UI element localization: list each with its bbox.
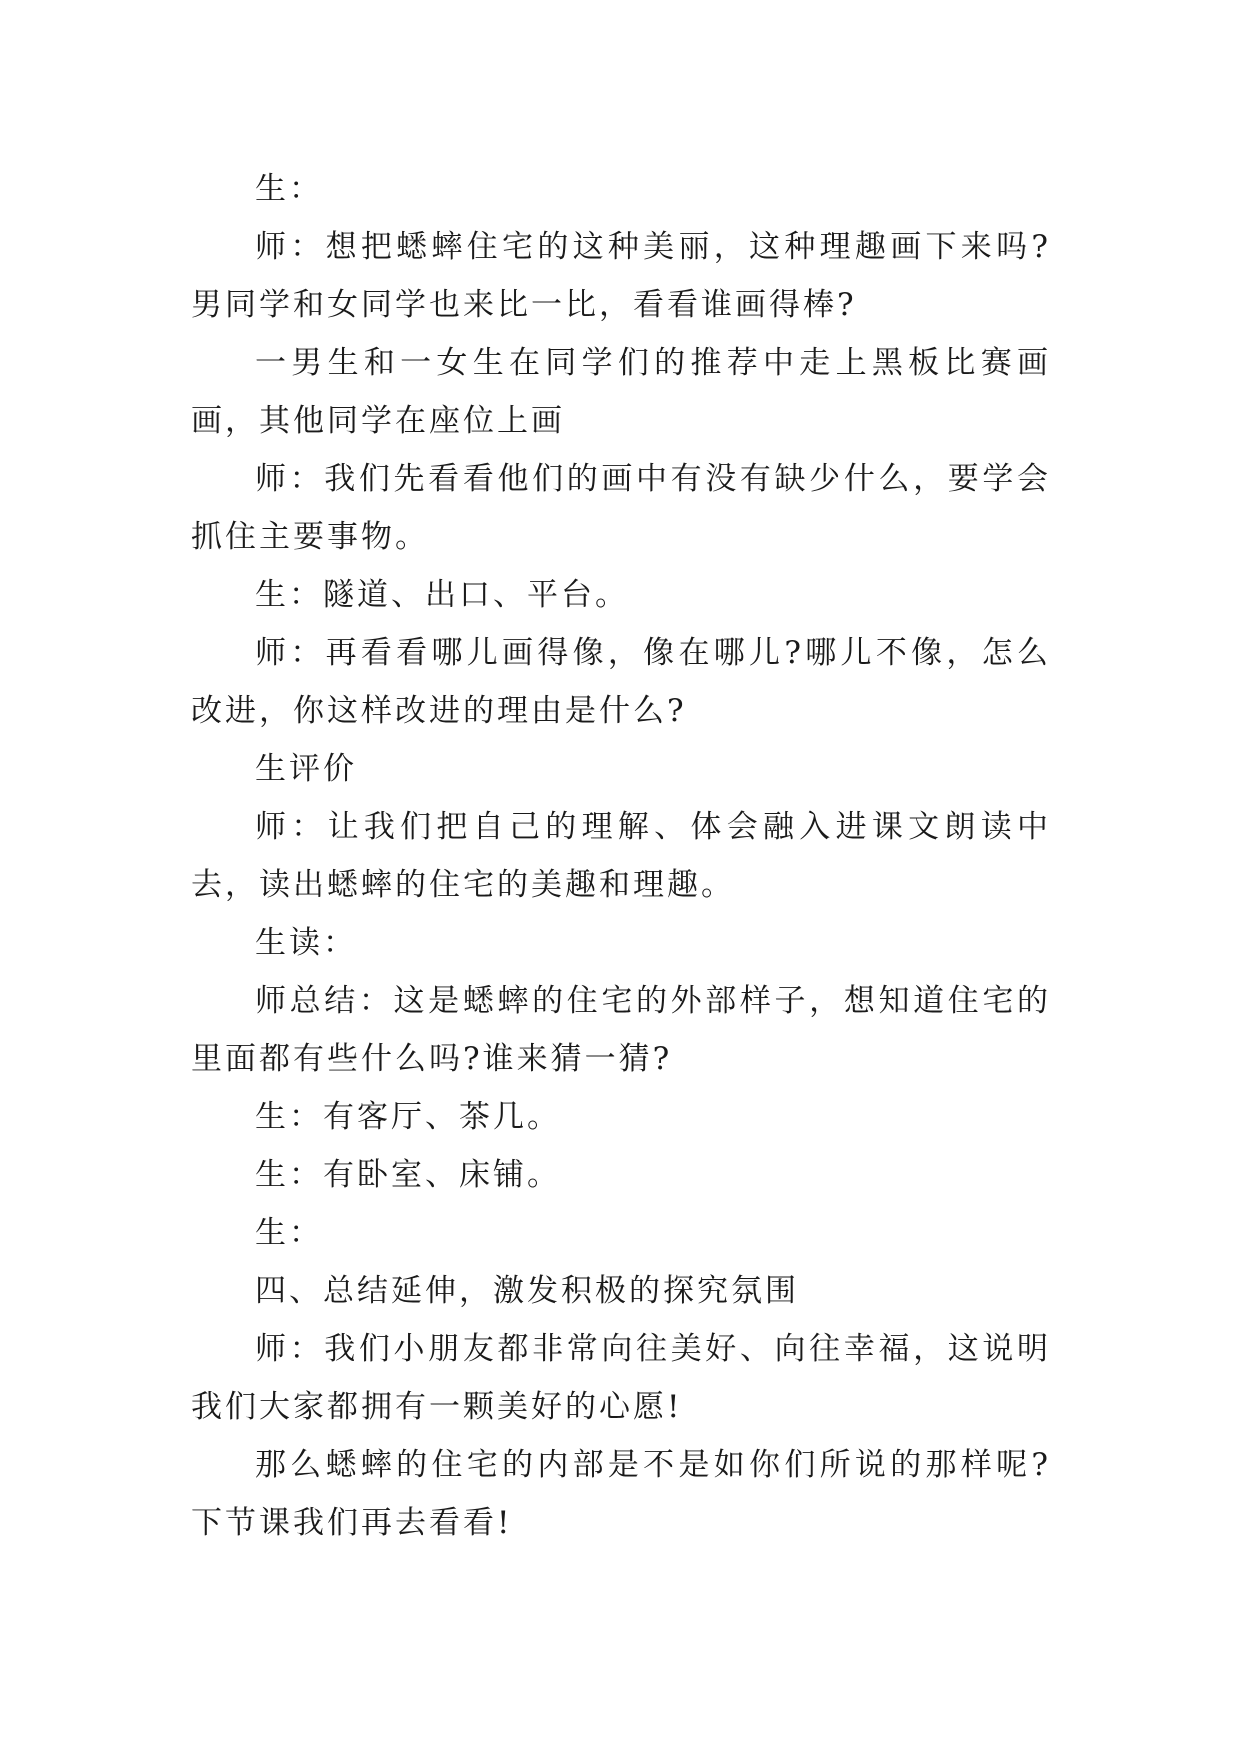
paragraph: 一男生和一女生在同学们的推荐中走上黑板比赛画画，其他同学在座位上画 — [191, 345, 1051, 439]
paragraph: 师：想把蟋蟀住宅的这种美丽，这种理趣画下来吗?男同学和女同学也来比一比，看看谁画得棒? — [191, 229, 1051, 323]
section-heading: 四、总结延伸，激发积极的探究氛围 — [255, 1273, 799, 1309]
paragraph: 生读： — [255, 925, 357, 961]
paragraph: 师：我们小朋友都非常向往美好、向往幸福，这说明我们大家都拥有一颗美好的心愿! — [191, 1331, 1051, 1425]
paragraph: 师总结：这是蟋蟀的住宅的外部样子，想知道住宅的里面都有些什么吗?谁来猜一猜? — [191, 983, 1051, 1077]
paragraph: 那么蟋蟀的住宅的内部是不是如你们所说的那样呢?下节课我们再去看看! — [191, 1447, 1051, 1541]
paragraph: 生： — [255, 1215, 323, 1251]
paragraph: 生：有卧室、床铺。 — [255, 1157, 561, 1193]
paragraph: 生： — [255, 171, 323, 207]
paragraph: 师：让我们把自己的理解、体会融入进课文朗读中去，读出蟋蟀的住宅的美趣和理趣。 — [191, 809, 1051, 903]
document-body — [191, 160, 1051, 1552]
paragraph: 师：我们先看看他们的画中有没有缺少什么，要学会抓住主要事物。 — [191, 461, 1051, 555]
paragraph: 生：隧道、出口、平台。 — [255, 577, 629, 613]
paragraph: 生：有客厅、茶几。 — [255, 1099, 561, 1135]
paragraph: 生评价 — [255, 751, 357, 787]
paragraph: 师：再看看哪儿画得像，像在哪儿?哪儿不像，怎么改进，你这样改进的理由是什么? — [191, 635, 1051, 729]
